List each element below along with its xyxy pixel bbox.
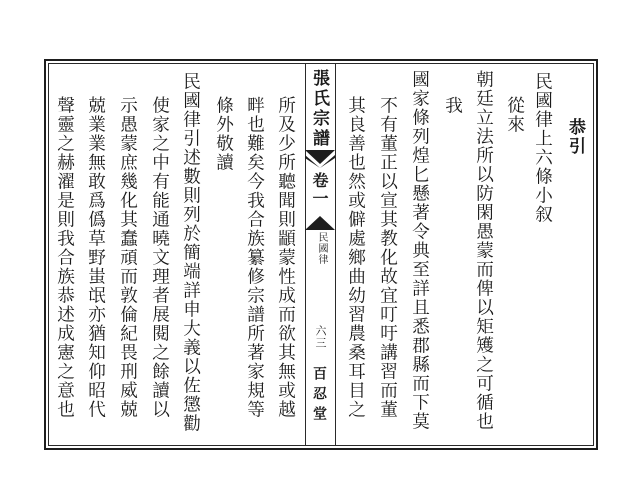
volume-label: 卷一 [310,172,329,208]
book-title: 張氏宗譜 [309,69,329,149]
hall-name: 百忍堂 [311,366,327,426]
section-heading: 恭引 [565,118,585,156]
text-column: 示愚蒙庶幾化其蠢頑而敦倫紀畏刑威兢 [117,96,138,419]
center-band-right-rule [335,64,336,445]
text-column: 從來 [504,96,525,134]
fish-tail-mark-upper [305,150,335,168]
text-column: 不有董正以宣其教化故宜叮吁講習而董 [377,96,398,419]
text-column: 兢業業無敢爲僞草野蚩氓亦猶知仰昭代 [85,96,106,419]
text-column: 條外敬讀 [213,96,234,172]
text-column: 聲靈之赫濯是則我合族恭述成憲之意也 [54,96,75,419]
text-column: 國家條列煌匕懸著令典至詳且悉郡縣而下莫 [409,70,430,431]
text-column: 民國律引述數則列於簡端詳申大義以佐懲勸 [180,72,201,433]
fish-tail-mark-lower [305,212,335,230]
text-column: 畔也難矣今我合族纂修宗譜所著家規等 [244,96,265,419]
text-column: 我 [442,96,463,115]
center-band-left-rule [305,64,306,445]
page-number: 六三 [314,325,327,349]
text-column: 使家之中有能通曉文理者展閱之餘讀以 [149,96,170,419]
text-column: 其良善也然或僻處鄉曲幼習農桑耳目之 [345,96,366,419]
section-label: 民國律 [316,232,327,265]
text-column: 民國律上六條小叙 [532,72,553,224]
text-column: 朝廷立法所以防閑愚蒙而俾以矩矱之可循也 [473,70,494,431]
text-column: 所及少所聽聞則顓蒙性成而欲其無或越 [275,96,296,419]
